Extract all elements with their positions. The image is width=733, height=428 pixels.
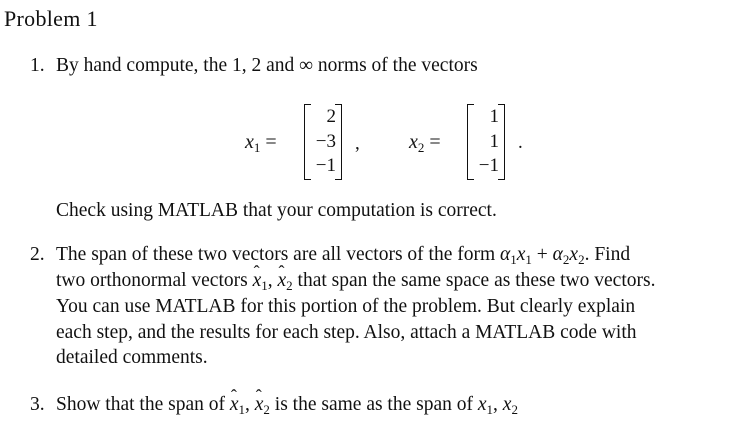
item-1-line: By hand compute, the 1, 2 and ∞ norms of the vectors <box>56 55 478 76</box>
vector-1-equals: = <box>265 131 277 153</box>
vector-1-matrix <box>304 104 342 180</box>
problem-title: Problem 1 <box>4 6 98 31</box>
item-3-line: Show that the span of ˆ $x_1$, ˆ $x_2$ is the same as the span of $x_1$, $x_2$ <box>56 392 518 418</box>
item-2-line-4: each step, and the results for each step. Also, attach a MATLAB code with <box>56 322 637 343</box>
item-1-check-text: Check using MATLAB that your computation is correct. <box>56 200 497 221</box>
vector-1-subscript: 1 <box>253 140 261 155</box>
item-3-number: 3. <box>30 394 45 415</box>
vector-2-equals: = <box>429 131 441 153</box>
vector-2-subscript: 2 <box>417 140 425 155</box>
vector-1-entry: 2 <box>326 106 336 127</box>
item-2-line-3: You can use MATLAB for this portion of the problem. But clearly explain <box>56 296 636 317</box>
item-2-number: 2. <box>30 244 45 265</box>
vector-2-label <box>409 130 441 154</box>
vector-1-entry: −3 <box>315 130 336 152</box>
vector-2-entry: 1 <box>489 130 499 152</box>
item-2-line-5: detailed comments. <box>56 347 208 368</box>
vector-1-symbol: x <box>245 131 254 153</box>
vector-1-punct: , <box>355 133 360 154</box>
item-2-line-1: The span of these two vectors are all vectors of the form $\alpha_1x_1 + \alpha_2x_2$. Find <box>56 244 631 267</box>
vector-1-label <box>245 130 277 154</box>
vector-2-entry: −1 <box>478 155 499 176</box>
vector-2-symbol: x <box>409 131 418 153</box>
vector-2-entry: 1 <box>489 106 499 127</box>
vector-1-entry: −1 <box>315 155 336 176</box>
vector-2-punct: . <box>518 132 523 153</box>
item-1-number: 1. <box>30 55 45 76</box>
item-2-line-2: two orthonormal vectors ˆ $x_1$, ˆ $x_2$ that span the same space as these two vectors. <box>56 268 655 294</box>
vector-2-matrix <box>467 104 505 180</box>
